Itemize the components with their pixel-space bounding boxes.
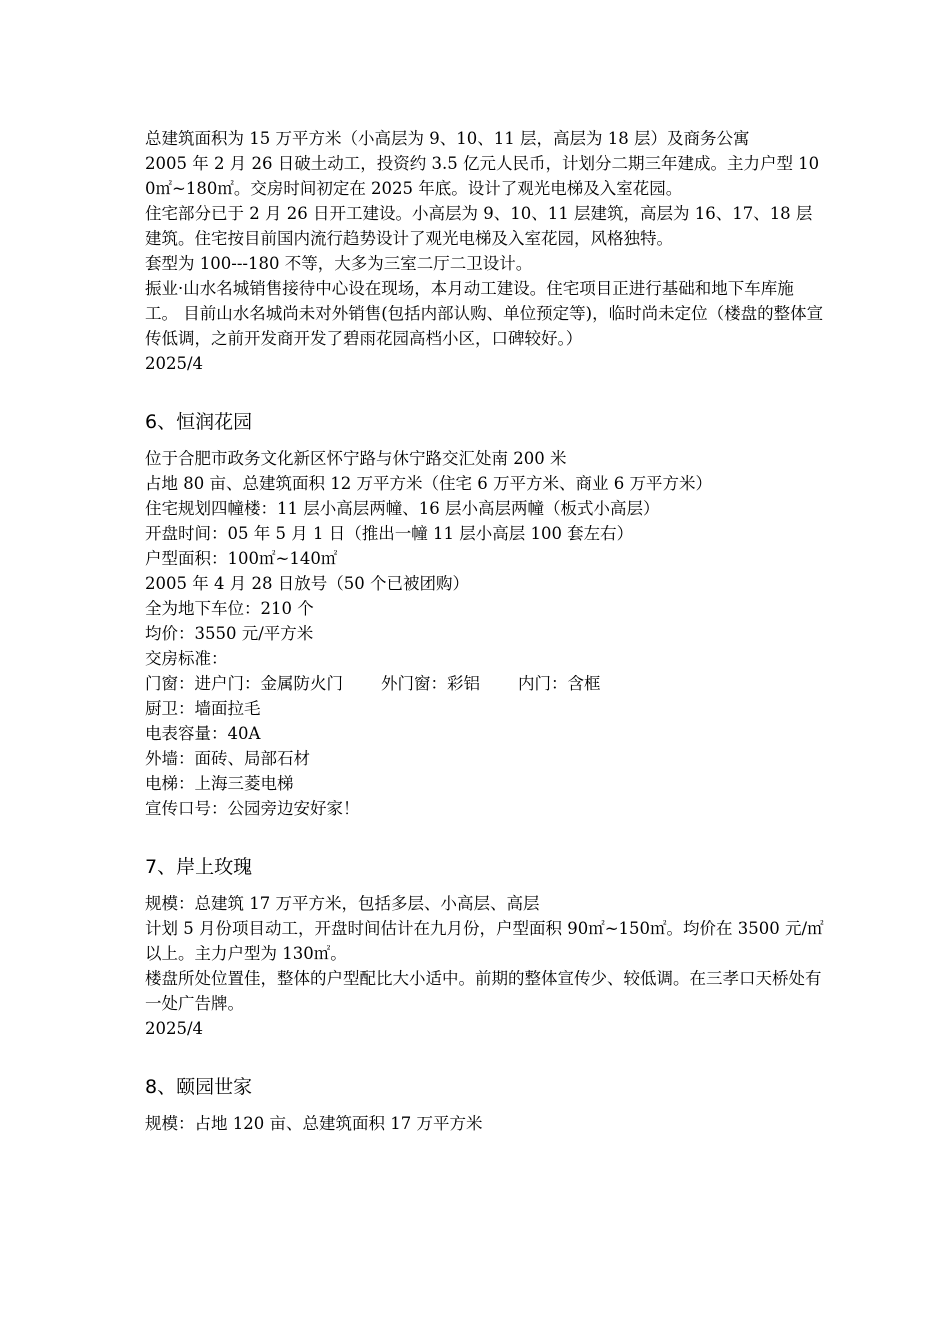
intro-line-unit-types: 套型为 100---180 不等，大多为三室二厅二卫设计。 <box>145 254 533 273</box>
s6-door-exterior-window: 外门窗：彩铝 <box>381 674 480 693</box>
section-7 <box>145 853 825 1041</box>
s8-scale: 规模：占地 120 亩、总建筑面积 17 万平方米 <box>145 1114 483 1133</box>
intro-line-sales-center: 振业·山水名城销售接待中心设在现场，本月动工建设。住宅项目正进行基础和地下车库施工。 目前山水名城尚未对外销售(包括内部认购、单位预定等)，临时尚未定位（楼盘的整体宣传低调，之前开发商开发了碧雨花园高档小区，口碑较好。） <box>145 279 824 348</box>
s7-plan: 计划 5 月份项目动工，开盘时间估计在九月份，户型面积 90㎡~150㎡。均价在 3500 元/㎡以上。主力户型为 130㎡。 <box>145 919 824 963</box>
s6-slogan: 宣传口号：公园旁边安好家！ <box>145 799 360 818</box>
section-6 <box>145 408 825 821</box>
section-6-heading: 6、恒润花园 <box>145 411 253 433</box>
intro-line-area: 总建筑面积为 15 万平方米（小高层为 9、10、11 层，高层为 18 层）及商务公寓 <box>145 129 750 148</box>
s6-price: 均价：3550 元/平方米 <box>145 624 314 643</box>
intro-line-groundbreaking: 2005 年 2 月 26 日破土动工，投资约 3.5 亿元人民币，计划分二期三年建成。主力户型 100㎡~180㎡。交房时间初定在 2025 年底。设计了观光电梯及入室花园。 <box>145 154 820 198</box>
s6-numbering: 2005 年 4 月 28 日放号（50 个已被团购） <box>145 574 469 593</box>
intro-line-date: 2025/4 <box>145 354 204 373</box>
section-8 <box>145 1073 825 1136</box>
s6-location: 位于合肥市政务文化新区怀宁路与休宁路交汇处南 200 米 <box>145 449 567 468</box>
s6-opening: 开盘时间：05 年 5 月 1 日（推出一幢 11 层小高层 100 套左右） <box>145 524 634 543</box>
s6-unit-area: 户型面积：100㎡~140㎡ <box>145 549 338 568</box>
s6-area: 占地 80 亩、总建筑面积 12 万平方米（住宅 6 万平方米、商业 6 万平方米） <box>145 474 712 493</box>
document-page <box>145 126 825 1136</box>
section-7-heading: 7、岸上玫瑰 <box>145 856 253 878</box>
section-8-heading: 8、颐园世家 <box>145 1076 253 1098</box>
s7-date: 2025/4 <box>145 1019 204 1038</box>
s6-kitchen-bath: 厨卫：墙面拉毛 <box>145 699 261 718</box>
s7-location-note: 楼盘所处位置佳，整体的户型配比大小适中。前期的整体宣传少、较低调。在三孝口天桥处有一处广告牌。 <box>145 969 822 1013</box>
intro-section <box>145 126 825 376</box>
s6-door-interior: 内门：含框 <box>518 674 601 693</box>
s6-parking: 全为地下车位：210 个 <box>145 599 314 618</box>
s6-planning: 住宅规划四幢楼：11 层小高层两幢、16 层小高层两幢（板式小高层） <box>145 499 660 518</box>
s6-exterior-wall: 外墙：面砖、局部石材 <box>145 749 310 768</box>
s6-meter: 电表容量：40A <box>145 724 261 743</box>
s7-scale: 规模：总建筑 17 万平方米，包括多层、小高层、高层 <box>145 894 540 913</box>
s6-elevator: 电梯：上海三菱电梯 <box>145 774 294 793</box>
s6-delivery-standard: 交房标准： <box>145 649 228 668</box>
intro-line-construction: 住宅部分已于 2 月 26 日开工建设。小高层为 9、10、11 层建筑，高层为 16、17、18 层建筑。住宅按目前国内流行趋势设计了观光电梯及入室花园，风格独特。 <box>145 204 813 248</box>
s6-doors-windows <box>145 671 825 696</box>
s6-door-entry: 门窗：进户门：金属防火门 <box>145 674 343 693</box>
